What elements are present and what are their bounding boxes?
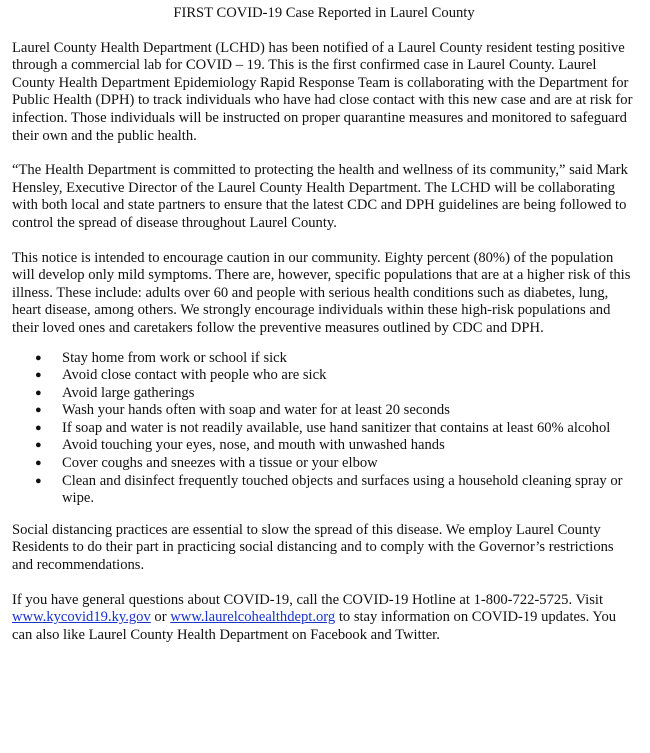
bullet-icon: ●: [35, 369, 42, 382]
list-item: ● Wash your hands often with soap and water for at least 20 seconds: [35, 402, 450, 419]
paragraph-announcement: Laurel County Health Department (LCHD) has been notified of a Laurel County resident testing positive through a commercial lab for COVID – 19. This is the first confirmed case in Laurel County. Laurel County Health Department Epidemiology Rapid Response Team is collaborating with the Department for Public Health (DPH) to track individuals who have had close contact with this new case and are at risk for infection. Those individuals will be instructed on proper quarantine measures and monitored to safeguard their own and the public health.: [12, 39, 633, 144]
bullet-icon: ●: [35, 439, 42, 452]
bullet-icon: ●: [35, 386, 42, 399]
paragraph-social-distancing: Social distancing practices are essential to slow the spread of this disease. We employ Laurel County Residents to do their part in practicing social distancing and to comply with the Governor’s restrictions and recommendations.: [12, 521, 614, 574]
list-item: ● If soap and water is not readily available, use hand sanitizer that contains at least 60% alcohol: [35, 419, 611, 436]
list-item: ● Avoid close contact with people who are sick: [35, 367, 327, 384]
bullet-icon: ●: [35, 421, 42, 434]
list-item: ● Clean and disinfect frequently touched objects and surfaces using a household cleaning spray or wipe.: [35, 472, 623, 507]
paragraph-caution: This notice is intended to encourage caution in our community. Eighty percent (80%) of the population will develop only mild symptoms. There are, however, specific populations that are at a higher risk of this illness. These include: adults over 60 and people with serious health conditions such as diabetes, lung, heart disease, among others. We strongly encourage individuals within these high-risk populations and their loved ones and caretakers follow the preventive measures outlined by CDC and DPH.: [12, 249, 631, 336]
bullet-icon: ●: [35, 351, 42, 364]
page-title: FIRST COVID-19 Case Reported in Laurel County: [173, 5, 475, 21]
list-item: ● Cover coughs and sneezes with a tissue or your elbow: [35, 455, 378, 472]
list-item: ● Avoid touching your eyes, nose, and mouth with unwashed hands: [35, 437, 445, 454]
laurelcohealthdept-link[interactable]: www.laurelcohealthdept.org: [170, 609, 336, 626]
paragraph-quote: “The Health Department is committed to protecting the health and wellness of its community,” said Mark Hensley, Executive Director of the Laurel County Health Department. The LCHD will be collaborating with both local and state partners to ensure that the latest CDC and DPH guidelines are being followed to control the spread of disease throughout Laurel County.: [12, 162, 628, 231]
bullet-icon: ●: [35, 404, 42, 417]
bullet-icon: ●: [35, 457, 42, 470]
prevention-list: [12, 350, 636, 508]
list-item: ● Stay home from work or school if sick: [35, 349, 287, 366]
list-item: ● Avoid large gatherings: [35, 384, 195, 401]
bullet-icon: ●: [35, 474, 42, 487]
kycovid19-link[interactable]: www.kycovid19.ky.gov: [12, 609, 151, 626]
paragraph-contact: If you have general questions about COVID-19, call the COVID-19 Hotline at 1-800-722-5725. Visit www.kycovid19.ky.gov or www.laurelcohealthdept.org to stay information on COVID-19 updates. You can also like Laurel County Health Department on Facebook and Twitter.: [12, 591, 617, 643]
